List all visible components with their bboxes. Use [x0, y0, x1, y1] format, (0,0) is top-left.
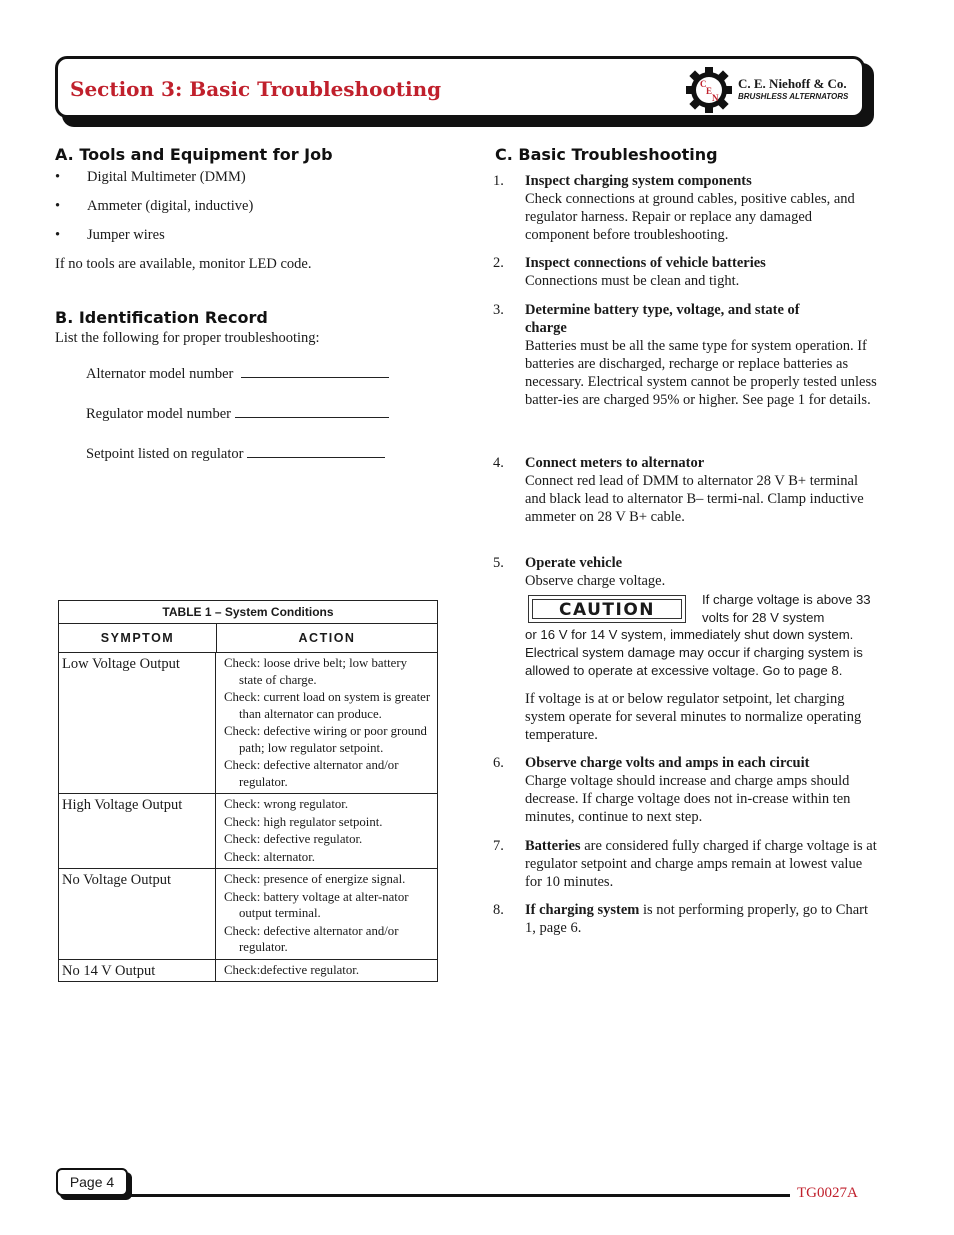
- caution-text: or 16 V for 14 V system, immediately shut down system. Electrical system damage may occur if charging system is allowed to operate at excessive voltage. Go to page 8.: [525, 627, 863, 678]
- table-row: [59, 653, 437, 794]
- svg-text:E: E: [706, 86, 713, 96]
- action-item: Check: alternator.: [224, 849, 315, 864]
- symptom-cell: No 14 V Output: [59, 960, 216, 982]
- step-item: 4. Connect meters to alternator Connect red lead of DMM to alternator 28 V B+ terminal and black lead to alternator B– termi-nal. Clamp inductive ammeter on 28 V B+ cable.: [493, 455, 864, 525]
- header-banner: [55, 56, 865, 118]
- step-item: 5. Operate vehicle Observe charge voltage.: [493, 555, 666, 589]
- tools-list-item: • Ammeter (digital, inductive): [55, 198, 254, 214]
- step-item: 1. Inspect charging system components Check connections at ground cables, positive cables, and regulator harness. Repair or replace any damaged component before troubleshooting.: [493, 173, 855, 243]
- company-name: C. E. Niehoff & Co.: [738, 76, 847, 91]
- symptom-cell: Low Voltage Output: [59, 653, 216, 793]
- action-item: Check: current load on system is greater than alternator can produce.: [224, 690, 431, 721]
- section-c-heading: C. Basic Troubleshooting: [495, 145, 718, 164]
- tools-list-item: • Jumper wires: [55, 227, 165, 243]
- company-tagline: BRUSHLESS ALTERNATORS: [738, 92, 849, 101]
- action-cell: [216, 653, 437, 793]
- symptom-cell: High Voltage Output: [59, 794, 216, 868]
- action-cell: [216, 869, 437, 959]
- symptom-cell: No Voltage Output: [59, 869, 216, 959]
- action-item: Check: defective wiring or poor ground path; low regulator setpoint.: [224, 724, 427, 755]
- regulator-model-field[interactable]: Regulator model number: [86, 405, 389, 423]
- action-item: Check: defective regulator.: [224, 832, 363, 846]
- setpoint-paragraph: If voltage is at or below regulator setpoint, let charging system operate for several minutes to normalize operating temperature.: [525, 691, 862, 743]
- system-conditions-table: [58, 600, 438, 982]
- company-logo: [685, 68, 865, 112]
- page-title: Section 3: Basic Troubleshooting: [70, 77, 442, 101]
- action-item: Check: defective alternator and/or regulator.: [224, 758, 399, 789]
- table-row: [59, 960, 437, 982]
- tools-list-item: • Digital Multimeter (DMM): [55, 169, 246, 185]
- svg-text:N: N: [712, 93, 719, 103]
- page-number: Page 4: [56, 1168, 128, 1196]
- section-a-heading: A. Tools and Equipment for Job: [55, 145, 333, 164]
- action-column-header: ACTION: [298, 631, 356, 645]
- symptom-column-header: SYMPTOM: [59, 624, 217, 652]
- caution-label: CAUTION: [528, 595, 686, 623]
- svg-text:C: C: [700, 79, 707, 89]
- action-item: Check: battery voltage at alter-nator output terminal.: [224, 889, 409, 920]
- identification-intro: List the following for proper troubleshooting:: [55, 330, 320, 346]
- table-row: [59, 869, 437, 960]
- table-header: [59, 624, 437, 653]
- setpoint-field[interactable]: Setpoint listed on regulator: [86, 445, 385, 463]
- action-item: Check: loose drive belt; low battery state of charge.: [224, 656, 408, 687]
- action-item: Check: high regulator setpoint.: [224, 814, 383, 829]
- caution-side-text: If charge voltage is above 33 volts for 28 V system: [702, 592, 871, 625]
- document-code: TG0027A: [797, 1185, 858, 1201]
- step-item: 3. Determine battery type, voltage, and state of charge Batteries must be all the same type for system operation. If batteries are discharged, recharge or replace batteries as necessary. Electrical system cannot be properly tested unless batter-ies are charged 95% or higher. See page 1 for details.: [493, 302, 877, 408]
- step-item: 7. Batteries are considered fully charged if charge voltage is at regulator setpoint and charge amps remain at lowest value for 10 minutes.: [493, 838, 877, 890]
- action-cell: [216, 960, 437, 982]
- table-caption: TABLE 1 – System Conditions: [59, 601, 437, 624]
- tools-note: If no tools are available, monitor LED code.: [55, 256, 312, 272]
- step-item: 8. If charging system is not performing properly, go to Chart 1, page 6.: [493, 902, 868, 936]
- footer-rule: [130, 1194, 790, 1197]
- action-item: Check: defective alternator and/or regulator.: [224, 923, 399, 954]
- action-item: Check:defective regulator.: [224, 962, 360, 977]
- step-item: 2. Inspect connections of vehicle batteries Connections must be clean and tight.: [493, 255, 766, 289]
- gear-logo-icon: [685, 66, 733, 114]
- step-item: 6. Observe charge volts and amps in each circuit Charge voltage should increase and charge amps should decrease. If charge voltage does not in-crease within ten minutes, continue to next step.: [493, 755, 851, 825]
- alternator-model-field[interactable]: Alternator model number: [86, 365, 389, 383]
- action-item: Check: presence of energize signal.: [224, 872, 406, 886]
- action-cell: [216, 794, 437, 868]
- action-item: Check: wrong regulator.: [224, 797, 349, 811]
- section-b-heading: B. Identification Record: [55, 308, 268, 327]
- table-row: [59, 794, 437, 869]
